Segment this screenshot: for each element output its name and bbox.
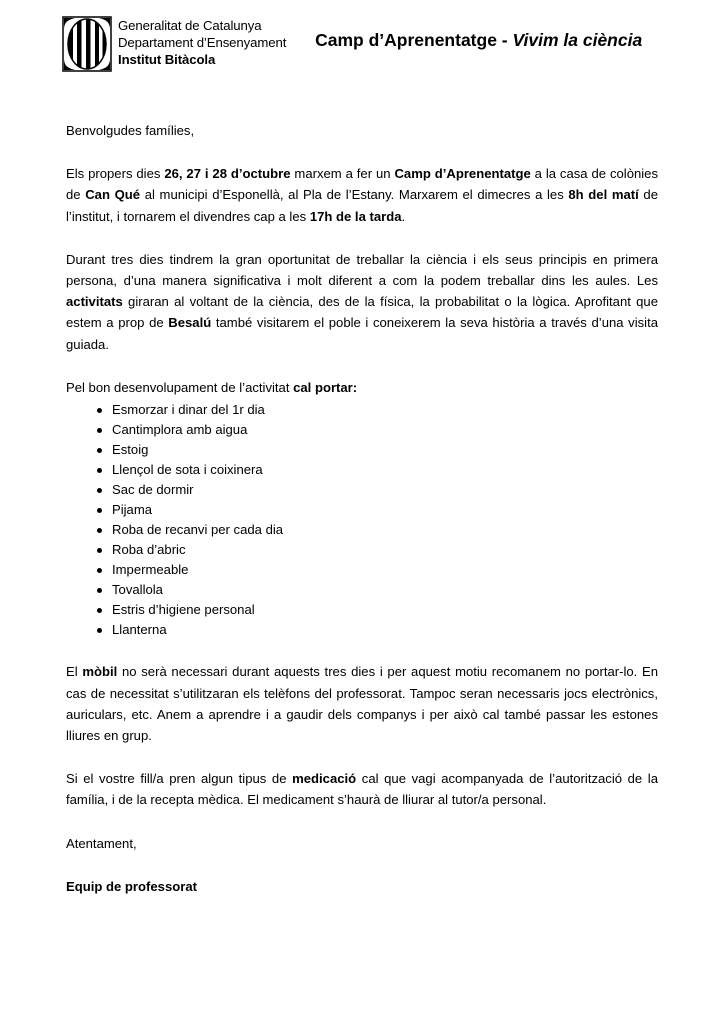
closing: Atentament,	[66, 835, 137, 851]
list-item-label: Cantimplora amb aigua	[112, 421, 248, 437]
text-run: cal que vagi acompanyada de l’autorització de la família, i de la recepta mèdica. El medicament s’haurà de lliurar al tutor/a personal.	[66, 771, 658, 808]
bullet-icon	[97, 548, 102, 553]
list-item	[66, 620, 658, 640]
emphasis-mobile: mòbil	[82, 664, 118, 680]
generalitat-de-catalunya-logo	[62, 16, 112, 72]
text-run: no serà necessari durant aquests tres dies i per aquest motiu recomanem no portar-lo. En cas de necessitat s’utilitzaran els telèfons del professorat. Tampoc seran necessaris jocs electrònics, auriculars, etc. Anem a aprendre i a gaudir dels companys i per això cal també passar les estones lliures en grup.	[66, 664, 659, 744]
bullet-icon	[97, 508, 102, 513]
paragraph-medication	[66, 768, 658, 810]
emphasis-medication: medicació	[292, 771, 357, 787]
institution-brand	[62, 16, 286, 72]
list-item	[66, 480, 658, 500]
list-item	[66, 580, 658, 600]
spacer	[66, 746, 658, 768]
bullet-icon	[97, 428, 102, 433]
bullet-icon	[97, 608, 102, 613]
paragraph-dates	[66, 163, 658, 227]
spacer	[66, 639, 658, 661]
emphasis-venue: Can Qué	[85, 187, 141, 203]
text-run: també visitarem el poble i coneixerem la seva història a través d’una visita guiada.	[66, 315, 659, 352]
document-header	[62, 16, 661, 72]
text-run: de l’institut, i tornarem el divendres cap a les	[66, 187, 659, 224]
institution-name-block	[118, 16, 286, 68]
signature	[66, 876, 658, 897]
list-item-label: Roba de recanvi per cada dia	[112, 521, 284, 537]
organization-line-1: Generalitat de Catalunya	[118, 18, 262, 33]
organization-line-3: Institut Bitàcola	[118, 52, 216, 68]
page-title	[286, 16, 661, 53]
paragraph-mobile	[66, 661, 658, 746]
bullet-icon	[97, 588, 102, 593]
list-item	[66, 560, 658, 580]
bullet-icon	[97, 468, 102, 473]
list-item	[66, 520, 658, 540]
text-run: giraran al voltant de la ciència, des de la física, la probabilitat o la lògica. Aprofitant que estem a prop de	[66, 294, 658, 331]
bullet-icon	[97, 628, 102, 633]
emphasis-activities: activitats	[66, 294, 123, 310]
list-item-label: Estoig	[112, 441, 149, 457]
list-item	[66, 440, 658, 460]
text-run: a la casa de colònies de	[66, 166, 658, 203]
text-run: Si el vostre fill/a pren algun tipus de	[66, 771, 293, 787]
list-item-label: Roba d’abric	[112, 541, 186, 557]
list-item-label: Estris d’higiene personal	[112, 601, 255, 617]
text-run: al municipi d’Esponellà, al Pla de l’Estany. Marxarem el dimecres a les	[140, 187, 569, 203]
spacer	[66, 141, 658, 163]
bullet-icon	[97, 568, 102, 573]
emphasis-besalu: Besalú	[168, 315, 212, 331]
signature-text: Equip de professorat	[66, 878, 197, 894]
text-run: El	[66, 664, 83, 680]
emphasis-return-time: 17h de la tarda	[309, 208, 402, 224]
letter-body	[66, 120, 658, 897]
bullet-icon	[97, 488, 102, 493]
bullet-icon	[97, 528, 102, 533]
paragraph-activities	[66, 249, 658, 355]
list-item-label: Pijama	[112, 501, 153, 517]
list-item	[66, 540, 658, 560]
text-run: Els propers dies	[66, 166, 165, 182]
packing-list	[66, 400, 658, 639]
spacer	[66, 854, 658, 876]
list-item-label: Esmorzar i dinar del 1r dia	[112, 402, 265, 418]
bullet-icon	[97, 448, 102, 453]
text-run: Pel bon desenvolupament de l’activitat	[66, 379, 294, 395]
bullet-icon	[97, 408, 102, 413]
text-run: .	[401, 208, 406, 224]
spacer	[66, 227, 658, 249]
page-title-plain: Camp d’Aprenentatge -	[315, 30, 513, 50]
list-item	[66, 600, 658, 620]
list-item	[66, 400, 658, 420]
text-run: marxem a fer un	[290, 166, 395, 182]
list-item	[66, 420, 658, 440]
paragraph-bring	[66, 377, 658, 398]
emphasis-departure-time: 8h del matí	[568, 187, 639, 203]
spacer	[66, 811, 658, 833]
text-run: Durant tres dies tindrem la gran oportunitat de treballar la ciència i els seus principis en primera persona, d’una manera significativa i molt diferent a com la podem treballar dins les aules. Les	[66, 251, 658, 289]
organization-line-2: Departament d’Ensenyament	[118, 35, 287, 51]
emphasis-camp: Camp d’Aprenentatge	[394, 166, 531, 182]
emphasis-cal-portar: cal portar:	[293, 379, 358, 395]
list-item	[66, 500, 658, 520]
salutation: Benvolgudes famílies,	[66, 123, 195, 138]
list-item-label: Sac de dormir	[112, 481, 194, 497]
list-item	[66, 460, 658, 480]
list-item-label: Llanterna	[112, 621, 167, 637]
page-title-italic: Vivim la ciència	[512, 30, 643, 50]
list-item-label: Tovallola	[112, 581, 163, 597]
list-item-label: Impermeable	[112, 561, 189, 577]
list-item-label: Llençol de sota i coixinera	[112, 461, 263, 477]
emphasis-dates: 26, 27 i 28 d’octubre	[164, 166, 291, 182]
spacer	[66, 355, 658, 377]
